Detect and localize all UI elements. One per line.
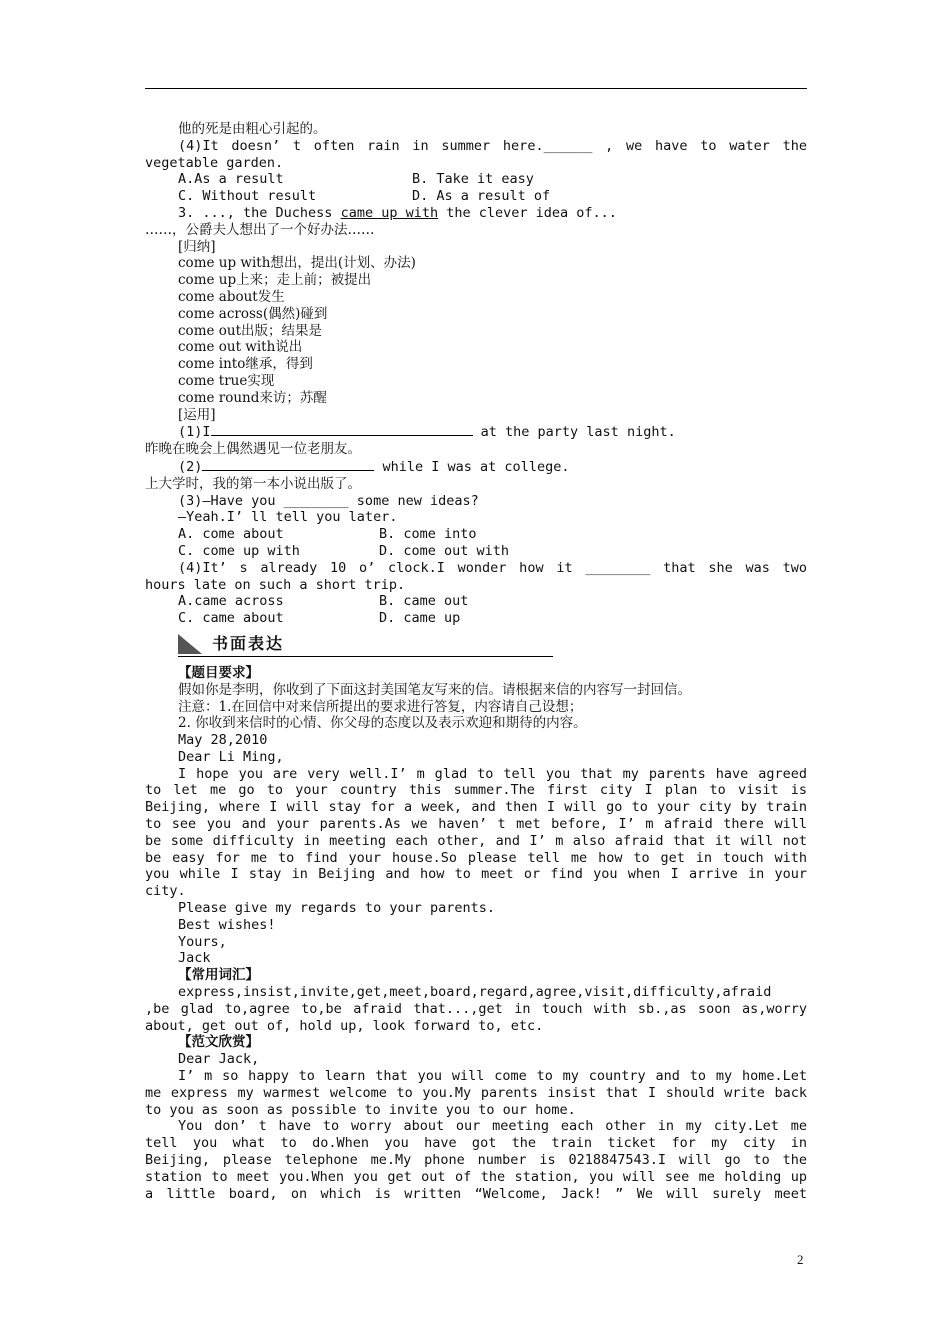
option-row: [145, 593, 807, 610]
option-c: C. come up with: [178, 542, 300, 559]
model-line: I’ m so happy to learn that you will come to my country and to my home.Let: [178, 1068, 807, 1085]
exercise-line: [145, 458, 807, 476]
letter-closing: Yours,: [178, 933, 227, 950]
translation-line: 上大学时，我的第一本小说出版了。: [145, 475, 361, 492]
vocab-line: express,insist,invite,get,meet,board,regard,agree,visit,difficulty,afraid: [178, 984, 772, 1001]
answer-blank: [211, 423, 473, 436]
model-line: to you as soon as possible to invite you to our home.: [145, 1101, 576, 1118]
phrase-line: come up with想出，提出(计划、办法): [178, 255, 416, 272]
option-d: D. come out with: [379, 542, 510, 559]
translation-line: ……，公爵夫人想出了一个好办法……: [145, 221, 375, 238]
letter-line: be easy for me to find your house.So please tell me how to get in touch with: [145, 849, 807, 866]
text: at the party last night.: [472, 424, 676, 441]
option-b: B. came out: [379, 593, 469, 610]
model-line: tell you what to do.When you have got the train ticket for my city in: [145, 1135, 807, 1152]
model-line: station to meet you.When you get out of the station, you will see me holding up: [145, 1168, 807, 1185]
document-body: [145, 121, 807, 1202]
model-greeting: Dear Jack,: [178, 1051, 260, 1068]
phrase-line: come round来访；苏醒: [178, 389, 327, 406]
text: (1)I: [178, 424, 211, 441]
letter-closing: Please give my regards to your parents.: [178, 900, 495, 917]
letter-signature: Jack: [178, 950, 211, 967]
exercise-line: (4)It’ s already 10 o’ clock.I wonder how it ________ that she was two: [178, 559, 807, 576]
text-line: 2. 你收到来信时的心情、你父母的态度以及表示欢迎和期待的内容。: [178, 715, 587, 732]
translation-line: 昨晚在晚会上偶然遇见一位老朋友。: [145, 441, 361, 458]
option-d: D. came up: [379, 610, 461, 627]
phrase-line: come out出版；结果是: [178, 322, 323, 339]
text: while I was at college.: [374, 458, 570, 475]
text-line: 注意：1.在回信中对来信所提出的要求进行答复，内容请自己设想；: [178, 698, 583, 715]
model-line: me express my warmest welcome to you.My parents insist that I should write back: [145, 1084, 807, 1101]
text: 3. ..., the Duchess: [178, 204, 341, 221]
letter-line: city.: [145, 883, 186, 900]
option-b: B. Take it easy: [412, 171, 534, 188]
letter-line: I hope you are very well.I’ m glad to tell you that my parents have agreed: [178, 765, 807, 782]
exercise-line: (3)—Have you ________ some new ideas?: [178, 492, 479, 509]
question-line: (4)It doesn’ t often rain in summer here.______ , we have to water the: [178, 137, 807, 154]
option-row: [145, 526, 807, 543]
phrase-line: come out with说出: [178, 339, 303, 356]
letter-line: to see you and your parents.As we haven’ t met before, I’ m afraid there will: [145, 816, 807, 833]
phrase-item: [145, 205, 807, 222]
exercise-line: hours late on such a short trip.: [145, 576, 406, 593]
vocab-line: ,be glad to,agree to,be afraid that...,get in touch with sb.,as soon as,worry: [145, 1000, 807, 1017]
option-c: C. came about: [178, 610, 284, 627]
question-line: vegetable garden.: [145, 154, 284, 171]
page-number: 2: [797, 1252, 804, 1267]
section-header: [178, 634, 553, 657]
letter-line: be some difficulty in meeting each other, and I’ m also afraid that it will not: [145, 832, 807, 849]
text: the clever idea of...: [438, 204, 617, 221]
phrase-line: come up上来；走上前；被提出: [178, 272, 372, 289]
label-vocabulary: 【常用词汇】: [178, 967, 259, 984]
header-rule: [145, 88, 807, 89]
answer-blank: [202, 458, 374, 471]
option-row: [145, 543, 807, 560]
vocab-line: about, get out of, hold up, look forward to, etc.: [145, 1017, 544, 1034]
option-b: B. come into: [379, 526, 477, 543]
model-line: You don’ t have to worry about our meeting each other in my city.Let me: [178, 1118, 807, 1135]
phrase-line: come true实现: [178, 372, 275, 389]
option-a: A.As a result: [178, 171, 284, 188]
label-application: [运用]: [178, 406, 216, 423]
underlined-phrase: came up with: [340, 204, 439, 221]
phrase-line: come about发生: [178, 288, 285, 305]
exercise-line: [145, 423, 807, 441]
label-requirements: 【题目要求】: [178, 664, 259, 681]
option-row: [145, 188, 807, 205]
option-row: [145, 610, 807, 627]
triangle-marker-icon: [178, 634, 202, 654]
letter-line: Beijing, where I will stay for a week, and then I will go to your city by train: [145, 799, 807, 816]
model-line: Beijing, please telephone me.My phone number is 0218847543.I will go to the: [145, 1152, 807, 1169]
label-model-essay: 【范文欣赏】: [178, 1034, 259, 1051]
text: (2): [178, 458, 203, 475]
text-line: 他的死是由粗心引起的。: [178, 121, 327, 137]
exercise-line: —Yeah.I’ ll tell you later.: [178, 509, 398, 526]
section-title: 书面表达: [212, 633, 285, 653]
option-a: A. come about: [178, 526, 284, 543]
text-line: 假如你是李明，你收到了下面这封美国笔友写来的信。请根据来信的内容写一封回信。: [178, 681, 691, 698]
label-induction: [归纳]: [178, 238, 216, 255]
option-c: C. Without result: [178, 188, 317, 205]
phrase-line: come into继承，得到: [178, 356, 313, 373]
letter-greeting: Dear Li Ming,: [178, 748, 284, 765]
letter-closing: Best wishes!: [178, 916, 276, 933]
letter-line: you while I stay in Beijing and how to meet or find you when I arrive in your: [145, 866, 807, 883]
phrase-line: come across(偶然)碰到: [178, 305, 328, 322]
option-d: D. As a result of: [412, 188, 551, 205]
model-line: a little board, on which is written “Welcome, Jack! ” We will surely meet: [145, 1185, 807, 1202]
letter-line: to let me go to your country this summer.The first city I plan to visit is: [145, 782, 807, 799]
option-a: A.came across: [178, 593, 284, 610]
letter-date: May 28,2010: [178, 732, 268, 749]
option-row: [145, 171, 807, 188]
